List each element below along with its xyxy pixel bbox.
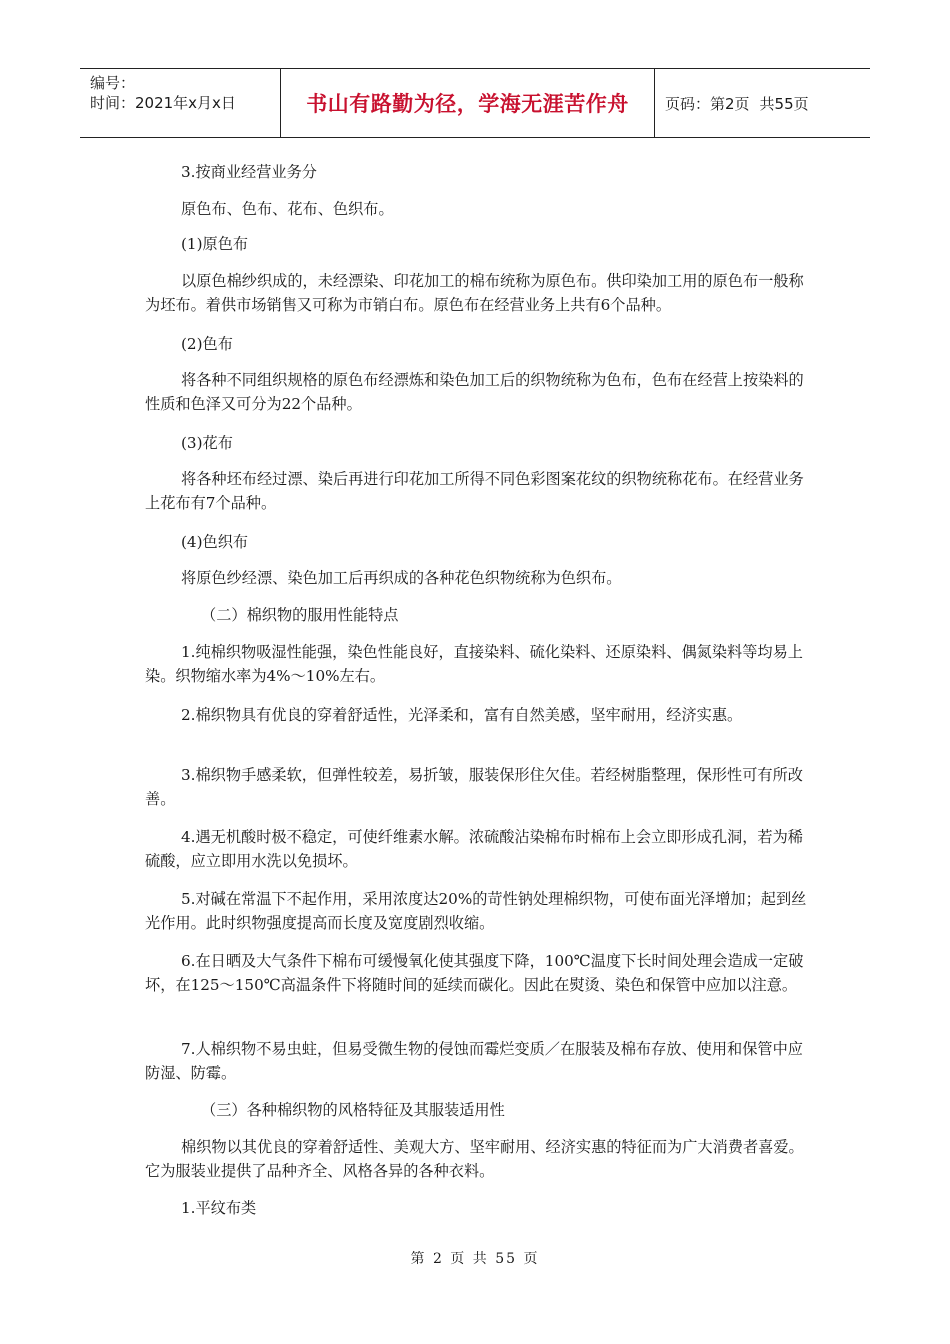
page-label: 页码：第2页 — [665, 94, 750, 113]
paragraph: 7.人棉织物不易虫蛀，但易受微生物的侵蚀而霉烂变质／在服装及棉布存放、使用和保管中应防湿、防霉。 — [145, 1040, 803, 1082]
section-heading: （二）棉织物的服用性能特点 — [201, 606, 399, 624]
paragraph: 2.棉织物具有优良的穿着舒适性，光泽柔和，富有自然美感，坚牢耐用，经济实惠。 — [181, 706, 743, 724]
paragraph: 3.棉织物手感柔软，但弹性较差，易折皱，服装保形住欠佳。若经树脂整理，保形性可有所改善。 — [145, 766, 803, 808]
header-meta — [80, 69, 281, 137]
paragraph: 6.在日晒及大气条件下棉布可缓慢氧化使其强度下降，100℃温度下长时间处理会造成一定破坏，在125～150℃高温条件下将随时间的延续而碳化。因此在熨烫、染色和保管中应加以注意。 — [145, 952, 804, 994]
time-label: 时间：2021年x月x日 — [90, 94, 236, 112]
subheading: (2)色布 — [181, 335, 233, 353]
motto: 书山有路勤为径，学海无涯苦作舟 — [306, 92, 629, 116]
subheading: (4)色织布 — [181, 533, 249, 551]
header-motto-cell — [281, 69, 655, 137]
subheading: 1.平纹布类 — [181, 1199, 257, 1217]
paragraph: 将各种不同组织规格的原色布经漂炼和染色加工后的织物统称为色布，色布在经营上按染料的性质和色泽又可分为22个品种。 — [145, 371, 804, 413]
page-header — [80, 68, 870, 138]
paragraph: 以原色棉纱织成的，未经漂染、印花加工的棉布统称为原色布。供印染加工用的原色布一般称为坯布。着供市场销售又可称为市销白布。原色布在经营业务上共有6个品种。 — [145, 272, 804, 314]
paragraph: 将原色纱经漂、染色加工后再织成的各种花色织物统称为色织布。 — [181, 569, 622, 587]
paragraph: 1.纯棉织物吸湿性能强，染色性能良好，直接染料、硫化染料、还原染料、偶氮染料等均易上染。织物缩水率为4%～10%左右。 — [145, 643, 803, 685]
total-pages-label: 共55页 — [759, 94, 809, 113]
paragraph: 原色布、色布、花布、色织布。 — [181, 200, 394, 218]
section-heading: （三）各种棉织物的风格特征及其服装适用性 — [201, 1101, 505, 1119]
number-label: 编号： — [90, 74, 136, 92]
paragraph: 棉织物以其优良的穿着舒适性、美观大方、坚牢耐用、经济实惠的特征而为广大消费者喜爱。它为服装业提供了品种齐全、风格各异的各种衣料。 — [145, 1138, 804, 1180]
paragraph: 4.遇无机酸时极不稳定，可使纤维素水解。浓硫酸沾染棉布时棉布上会立即形成孔洞，若为稀硫酸，应立即用水洗以免损坏。 — [145, 828, 803, 870]
subheading: (1)原色布 — [181, 235, 249, 253]
paragraph: 5.对碱在常温下不起作用，采用浓度达20%的苛性钠处理棉织物，可使布面光泽增加；起到丝光作用。此时织物强度提高而长度及宽度剧烈收缩。 — [145, 890, 807, 932]
subheading: (3)花布 — [181, 434, 233, 452]
section-heading: 3.按商业经营业务分 — [181, 163, 317, 181]
header-page-cell — [655, 69, 870, 137]
page-footer: 第 2 页 共 55 页 — [410, 1251, 540, 1267]
paragraph: 将各种坯布经过漂、染后再进行印花加工所得不同色彩图案花纹的织物统称花布。在经营业务上花布有7个品种。 — [145, 470, 804, 512]
